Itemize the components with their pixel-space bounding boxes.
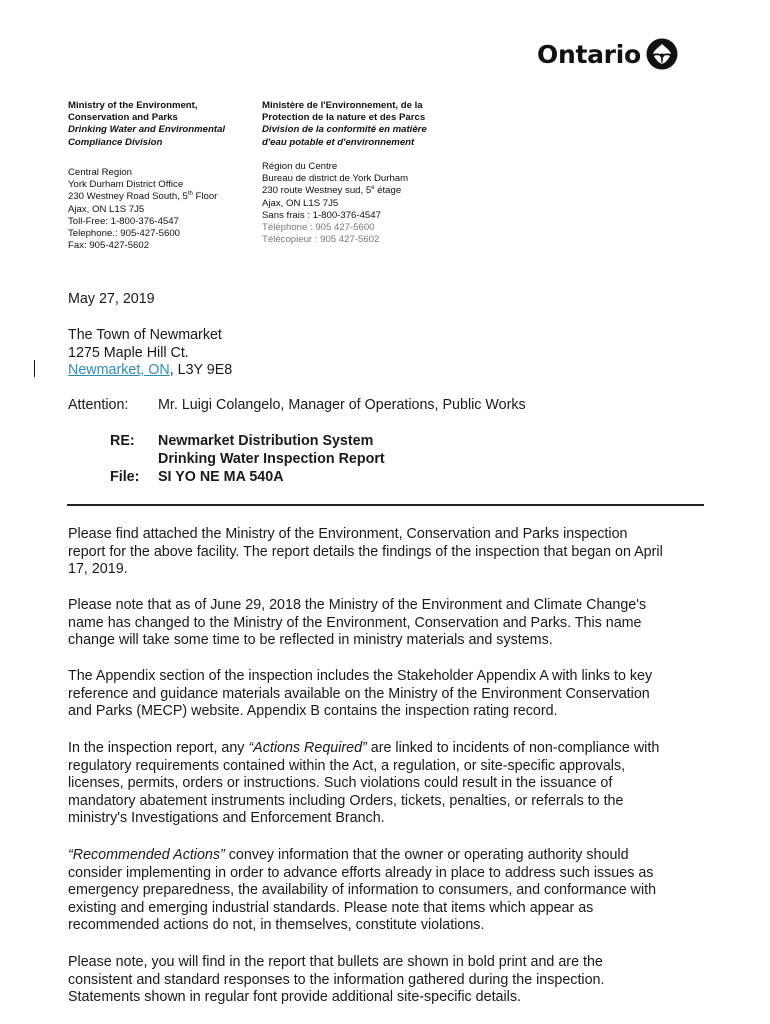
office-city: Ajax, ON L1S 7J5 — [68, 203, 145, 215]
paragraph-line: The Appendix section of the inspection includes the Stakeholder Appendix A with links to key — [68, 668, 653, 684]
paragraph-line: mandatory abatement instruments including Orders, tickets, penalties, or referrals to the — [68, 792, 624, 809]
division-name-line: Division de la conformité en matière — [262, 124, 427, 136]
file-label: File: — [110, 469, 140, 485]
re-subject-line: Newmarket Distribution System — [158, 433, 374, 449]
office-telephone: Telephone.: 905-427-5600 — [68, 228, 181, 240]
attention-label: Attention: — [68, 397, 129, 413]
recipient-street: 1275 Maple Hill Ct. — [68, 344, 189, 361]
re-subject — [158, 433, 385, 468]
recipient-name: The Town of Newmarket — [68, 327, 222, 343]
paragraph-line: and Parks (MECP) website. Appendix B contains the inspection rating record. — [68, 703, 558, 720]
paragraph-line: consistent and standard responses to the information gathered during the inspection. — [68, 971, 605, 988]
paragraph-line: recommended actions do not, in themselves, constitute violations. — [68, 917, 485, 934]
file-number: SI YO NE MA 540A — [158, 469, 284, 485]
paragraph-actions-required — [68, 740, 659, 828]
ontario-wordmark: Ontario — [537, 39, 641, 69]
paragraph-line: regulatory requirements contained within the Act, a regulation, or site-specific approvals, — [68, 757, 626, 774]
office-contact-fr — [262, 161, 408, 246]
ministry-name-line: Ministry of the Environment, — [68, 100, 198, 111]
ministry-name-line: Ministère de l'Environnement, de la — [262, 100, 423, 111]
paragraph-bullets-note — [68, 954, 604, 1007]
office-city: Ajax, ON L1S 7J5 — [262, 197, 339, 209]
paragraph-line: change will take some time to be reflected in ministry materials and systems. — [68, 632, 553, 649]
ministry-header-fr — [262, 100, 427, 149]
paragraph-recommended-actions — [68, 847, 656, 935]
office-telephone: Téléphone : 905 427-5600 — [262, 222, 375, 234]
paragraph-line: Please note that as of June 29, 2018 the Ministry of the Environment and Climate Change's — [68, 597, 647, 613]
paragraph-appendix — [68, 668, 652, 721]
paragraph-line: In the inspection report, any “Actions Required” are linked to incidents of non-compliance with — [68, 740, 660, 756]
re-label: RE: — [110, 433, 135, 449]
division-name-line: Drinking Water and Environmental — [68, 124, 226, 136]
recipient-city-line: Newmarket, ON, L3Y 9E8 — [68, 362, 233, 379]
paragraph-line: existing and emerging industrial standards. Please note that items which appear as — [68, 899, 594, 916]
office-name: York Durham District Office — [68, 179, 184, 191]
ministry-name-line: Conservation and Parks — [68, 112, 178, 124]
region-name: Central Region — [68, 167, 132, 178]
paragraph-name-change — [68, 597, 646, 650]
paragraph-line: emergency preparedness, the availability of information to consumers, and conformance with — [68, 882, 657, 899]
text-cursor — [34, 360, 35, 377]
paragraph-line: Please note, you will find in the report that bullets are shown in bold print and are the — [68, 954, 603, 970]
letter-date: May 27, 2019 — [68, 291, 155, 307]
division-name-line: d'eau potable et d'environnement — [262, 136, 415, 148]
office-fax: Télécopieur : 905 427-5602 — [262, 234, 380, 246]
re-subject-line: Drinking Water Inspection Report — [158, 450, 385, 467]
office-contact-en — [68, 167, 217, 252]
ministry-header-en — [68, 100, 225, 149]
ontario-logo — [537, 38, 678, 70]
paragraph-line: ministry's Investigations and Enforcement Branch. — [68, 810, 385, 827]
office-name: Bureau de district de York Durham — [262, 173, 409, 185]
paragraph-line: Statements shown in regular font provide additional site-specific details. — [68, 989, 521, 1006]
actions-required-term: “Actions Required” — [248, 740, 367, 756]
office-tollfree: Toll-Free: 1-800-376-4547 — [68, 215, 179, 227]
paragraph-line: licenses, permits, orders or instructions. Such violations could result in the issuance of — [68, 775, 613, 792]
office-tollfree: Sans frais : 1-800-376-4547 — [262, 209, 381, 221]
horizontal-divider — [67, 504, 704, 506]
recipient-city-link[interactable]: Newmarket, ON — [68, 362, 170, 379]
paragraph-line: Please find attached the Ministry of the Environment, Conservation and Parks inspection — [68, 526, 628, 542]
recommended-actions-term: “Recommended Actions” — [68, 847, 225, 863]
division-name-line: Compliance Division — [68, 136, 163, 148]
paragraph-line: reference and guidance materials available on the Ministry of the Environment Conservation — [68, 685, 650, 702]
office-address: 230 Westney Road South, 5th Floor — [68, 191, 218, 203]
office-fax: Fax: 905-427-5602 — [68, 240, 150, 252]
office-address: 230 route Westney sud, 5e étage — [262, 185, 402, 197]
paragraph-line: “Recommended Actions” convey information that the owner or operating authority should — [68, 847, 629, 863]
ministry-name-line: Protection de la nature et des Parcs — [262, 112, 426, 124]
paragraph-line: consider implementing in order to advance efforts already in place to address such issues as — [68, 864, 654, 881]
attention-value: Mr. Luigi Colangelo, Manager of Operations, Public Works — [158, 397, 526, 413]
paragraph-line: name has changed to the Ministry of the Environment, Conservation and Parks. This name — [68, 614, 642, 631]
region-name: Région du Centre — [262, 161, 338, 172]
paragraph-line: report for the above facility. The report details the findings of the inspection that began on April — [68, 543, 663, 560]
paragraph-intro — [68, 526, 663, 579]
ontario-trillium-icon — [646, 38, 678, 70]
recipient-address — [68, 327, 232, 380]
paragraph-line: 17, 2019. — [68, 561, 128, 578]
